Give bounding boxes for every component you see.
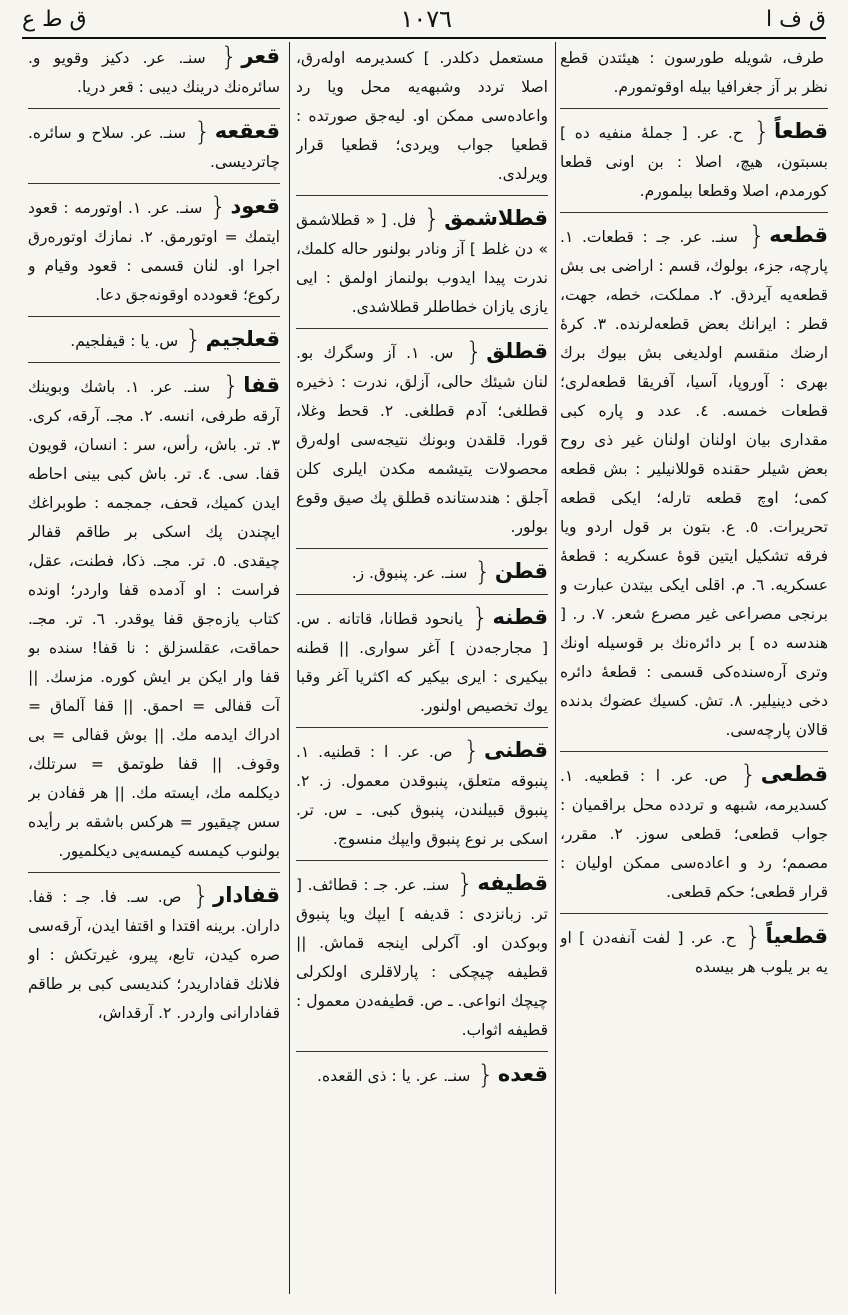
- brace-icon: {: [471, 603, 489, 633]
- entry-headword: قعلجيم: [205, 327, 280, 351]
- brace-icon: {: [744, 922, 762, 952]
- entry-body: فل. [ « قطلاشمق » دن غلط ] آز ونادر بولنور حاله كلمك، ندرت پيدا ايدوب بولنماز اولمق : ايى يازى يازان خطاطلر قطلاشدى.: [296, 211, 548, 316]
- column-divider-right: [555, 42, 556, 1294]
- entry-body: سنـ. عر. دكيز وقويو و. سائره‌نك درينك ديبى : قعر دريا.: [28, 49, 280, 96]
- entry-body: ص. عر. ا : قطعيه. ١. كسديرمه، شبهه و تردده محل براقميان : جواب قطعى؛ قطعى سوز. ٢. مقرر، مصمم؛ رد و اعاده‌سى ممكن اوليان : قرار قطعى؛ حكم قطعى.: [560, 767, 828, 901]
- entry-headword: قعقعه: [214, 119, 280, 143]
- entry-headword: قطن: [494, 559, 548, 583]
- entry-body: ح. عر. [ لفت آنفه‌دن ] او يه بر يلوب هر بيسده: [560, 929, 828, 976]
- entry-body: سنـ. عر. يا : ذى القعده.: [317, 1067, 471, 1085]
- brace-icon: {: [222, 371, 240, 401]
- entry: [296, 337, 548, 549]
- entry-headword: قطعياً: [765, 924, 828, 948]
- column-left: [28, 42, 280, 1292]
- entry-body: سنـ. عر. جـ : قطائف. [ تر. زبانزدى : قديفه ] ايپك ويا پنبوق وبوكدن او. آكرلى اينجه قماش. || قطيفه چيچكى : پارلاقلرى اولكرلى چيچك انواعى. ـ ص. قطيفه‌دن معمول : قطيفه اثواب.: [296, 876, 548, 1039]
- entry-body: ص. عر. ا : قطنيه. ١. پنبوقه متعلق، پنبوقدن معمول. ز. ٢. پنبوق قبيلندن، پنبوق كبى. ـ س. تر. اسكى بر نوع پنبوق وايپك منسوج.: [296, 743, 548, 848]
- entry-body: س. يا : قيفلجيم.: [70, 332, 179, 350]
- column-right: [560, 42, 828, 1292]
- brace-icon: {: [192, 881, 210, 911]
- entry-body: ص. سـ. فا. جـ : قفا. داران. برينه اقتدا و اقتفا ايدن، آرقه‌سى صره كيدن، تابع، پيرو، غيرتكش : او فلانك قفاداريدر؛ كنديسى كبى بر طاقم قفادارانى واردر. ٢. آرقداش،: [28, 888, 280, 1022]
- brace-icon: {: [740, 760, 757, 790]
- header-left-letters: ق ف ا: [766, 6, 826, 32]
- entry: [560, 42, 828, 109]
- brace-icon: {: [194, 117, 211, 147]
- header-rule: [22, 37, 826, 39]
- brace-icon: {: [463, 736, 480, 766]
- brace-icon: {: [474, 557, 491, 587]
- entry: [28, 881, 280, 1032]
- entry-body: طرف، شويله طورسون : هيئتدن قطع نظر بر آز جغرافيا بيله اوقوتمورم.: [560, 49, 828, 96]
- entry-body: سنـ. عر. جـ : قطعات. ١. پارچه، جزء، بولوك، قسم : اراضى بى بش قطعه‌يه آيردق. ٢. مملكت، خطه، جهت، قطر : ايرانك بعض قطعه‌لرنده. ٣. كرهٔ ارضك منقسم اولديغى بش بيوك برك بهرى : آوروپا، آسيا، آفريقا قطعه‌لرى؛ قطعات خمسه. ٤. عدد و پاره كبى مقدارى بيان اولنان اولنان غير ذى روح بعض شيلر حقنده قوللانيلير : بش قطعه كمى؛ اوچ قطعه تارله؛ ايكى قطعه تحريرات. ٥. ع. بتون بر قول اردو ويا فرقه تشكيل ايتين قوهٔ عسكريه : قطعهٔ عسكريه. ٦. م. اقلى ايكى بيتدن عبارت و برنجى مصراعى غير مصرع شعر. ٧. ر. [ هندسه ده ] بر دائره‌نك بر قوسيله اونك وترى آره‌سنده‌كى قسمى : قطعهٔ دائره دخى دينيلير. ٨. تش. كسيك عضوك بدنده قالان پارچه‌سى.: [560, 228, 828, 739]
- entry-headword: قعده: [497, 1062, 548, 1086]
- page-header: [22, 2, 826, 36]
- entry: [296, 557, 548, 595]
- entry-body: سنـ. عر. ١. باشك وبوينك آرقه طرفى، انسه. ٢. مجـ. آرقه، كرى. ٣. تر. باش، رأس، سر : انسان، قويون قفا. سى. ٤. تر. باش كبى بينى احاطه ايدن كميك، قحف، جمجمه : طوبراغك ايچندن پك اسكى بر طاقم قفالر چيقدى. ٥. تر. مجـ. ذكا، فطنت، عقل، فراست : او آدمده قفا واردر؛ اونده كتاب يازه‌جق قفا يوقدر. ٦. تر. مجـ. حماقت، عقلسزلق : نا قفا! سنده بو قفا وار ايكن بر ايش كوره. مزسك. || آت قفالى = احمق. || قفا آلماق = ادراك ايدمه مك. || بوش قفالى = بى وقوف. || قفا طوتمق = سرتلك، ديكلمه مك، ايسته مك. || هر قفادن بر سس چيقيور = هركس باشقه بر رأيده بولنوب كيمسه كيمسه‌يى ديكلميور.: [28, 378, 280, 860]
- entry-headword: قطعى: [760, 762, 828, 786]
- entry: [296, 204, 548, 329]
- brace-icon: {: [423, 204, 441, 234]
- entry: [28, 117, 280, 184]
- entry-body: س. ١. آز وسگرك بو. لنان شيئك حالى، آزلق، ندرت : ذخيره قطلغى؛ آدم قطلغى. ٢. قحط وغلا، قورا. قلقدن وبونك نتيجه‌سى اوله‌رق محصولات يتيشمه مكدن ايلرى كلن آجلق : هندستانده قطلق پك صيق وقوع بولور.: [296, 344, 548, 536]
- entry: [296, 603, 548, 728]
- brace-icon: {: [209, 192, 227, 222]
- entry-headword: قطعه: [769, 223, 828, 247]
- entry-body: سنـ. عر. ١. اوتورمه : قعود ايتمك = اوتورمق. ٢. نمازك اوتوره‌رق اجرا او. لنان قسمى : قعود وقيام و ركوع؛ قعودده اوقونه‌جق دعا.: [28, 199, 280, 304]
- column-divider-left: [289, 42, 290, 1294]
- brace-icon: {: [456, 869, 474, 899]
- entry: [296, 42, 548, 196]
- entry: [28, 42, 280, 109]
- brace-icon: {: [220, 42, 238, 72]
- brace-icon: {: [477, 1060, 494, 1090]
- entry: [560, 117, 828, 213]
- entry-headword: قطنى: [483, 738, 548, 762]
- entry-headword: قفادار: [213, 883, 280, 907]
- entry-headword: قطنه: [492, 605, 548, 629]
- entry: [296, 1060, 548, 1095]
- brace-icon: {: [465, 337, 483, 367]
- column-middle: [296, 42, 548, 1292]
- entry: [28, 325, 280, 363]
- entry-headword: قطلق: [486, 339, 548, 363]
- entry-headword: قعود: [230, 194, 280, 218]
- brace-icon: {: [753, 117, 771, 147]
- entry: [560, 760, 828, 914]
- entry-headword: قطلاشمق: [444, 206, 548, 230]
- entry-headword: قعر: [241, 44, 280, 68]
- entry: [28, 371, 280, 873]
- entry: [28, 192, 280, 317]
- brace-icon: {: [185, 325, 202, 355]
- header-right-letters: ق ط ع: [22, 6, 87, 32]
- entry-headword: قطيفه: [477, 871, 548, 895]
- entry-body: ح. عر. [ جملهٔ منفيه ده ] بسبتون، هيچ، اصلا : بن اونى قطعا كورمدم، اصلا وقطعا بيلمورم.: [560, 124, 828, 200]
- entry-body: مستعمل دكلدر. ] كسديرمه اوله‌رق، اصلا تردد وشبهه‌يه محل ويا رد واعاده‌سى ممكن او. ليه‌جق صورتده : قطعيا جواب ويردى؛ قطعيا قرار ويرلدى.: [296, 49, 548, 183]
- entry: [560, 922, 828, 986]
- entry-headword: قفا: [243, 373, 280, 397]
- entry-body: سنـ. عر. پنبوق. ز.: [351, 564, 468, 582]
- entry: [560, 221, 828, 752]
- entry-body: يانحود قطانا، قاتانه . س. [ مجارجه‌دن ] آغر سوارى. || قطنه بيكيرى : ايرى بيكير كه اكثريا آغر وقبا يوك تخصيص اولنور.: [296, 610, 548, 715]
- entry: [296, 869, 548, 1052]
- entry: [296, 736, 548, 861]
- page-number: ١٠٧٦: [400, 5, 453, 33]
- entry-headword: قطعاً: [774, 119, 828, 143]
- brace-icon: {: [748, 221, 766, 251]
- entry-body: سنـ. عر. سلاح و سائره. چاترديسى.: [28, 124, 280, 171]
